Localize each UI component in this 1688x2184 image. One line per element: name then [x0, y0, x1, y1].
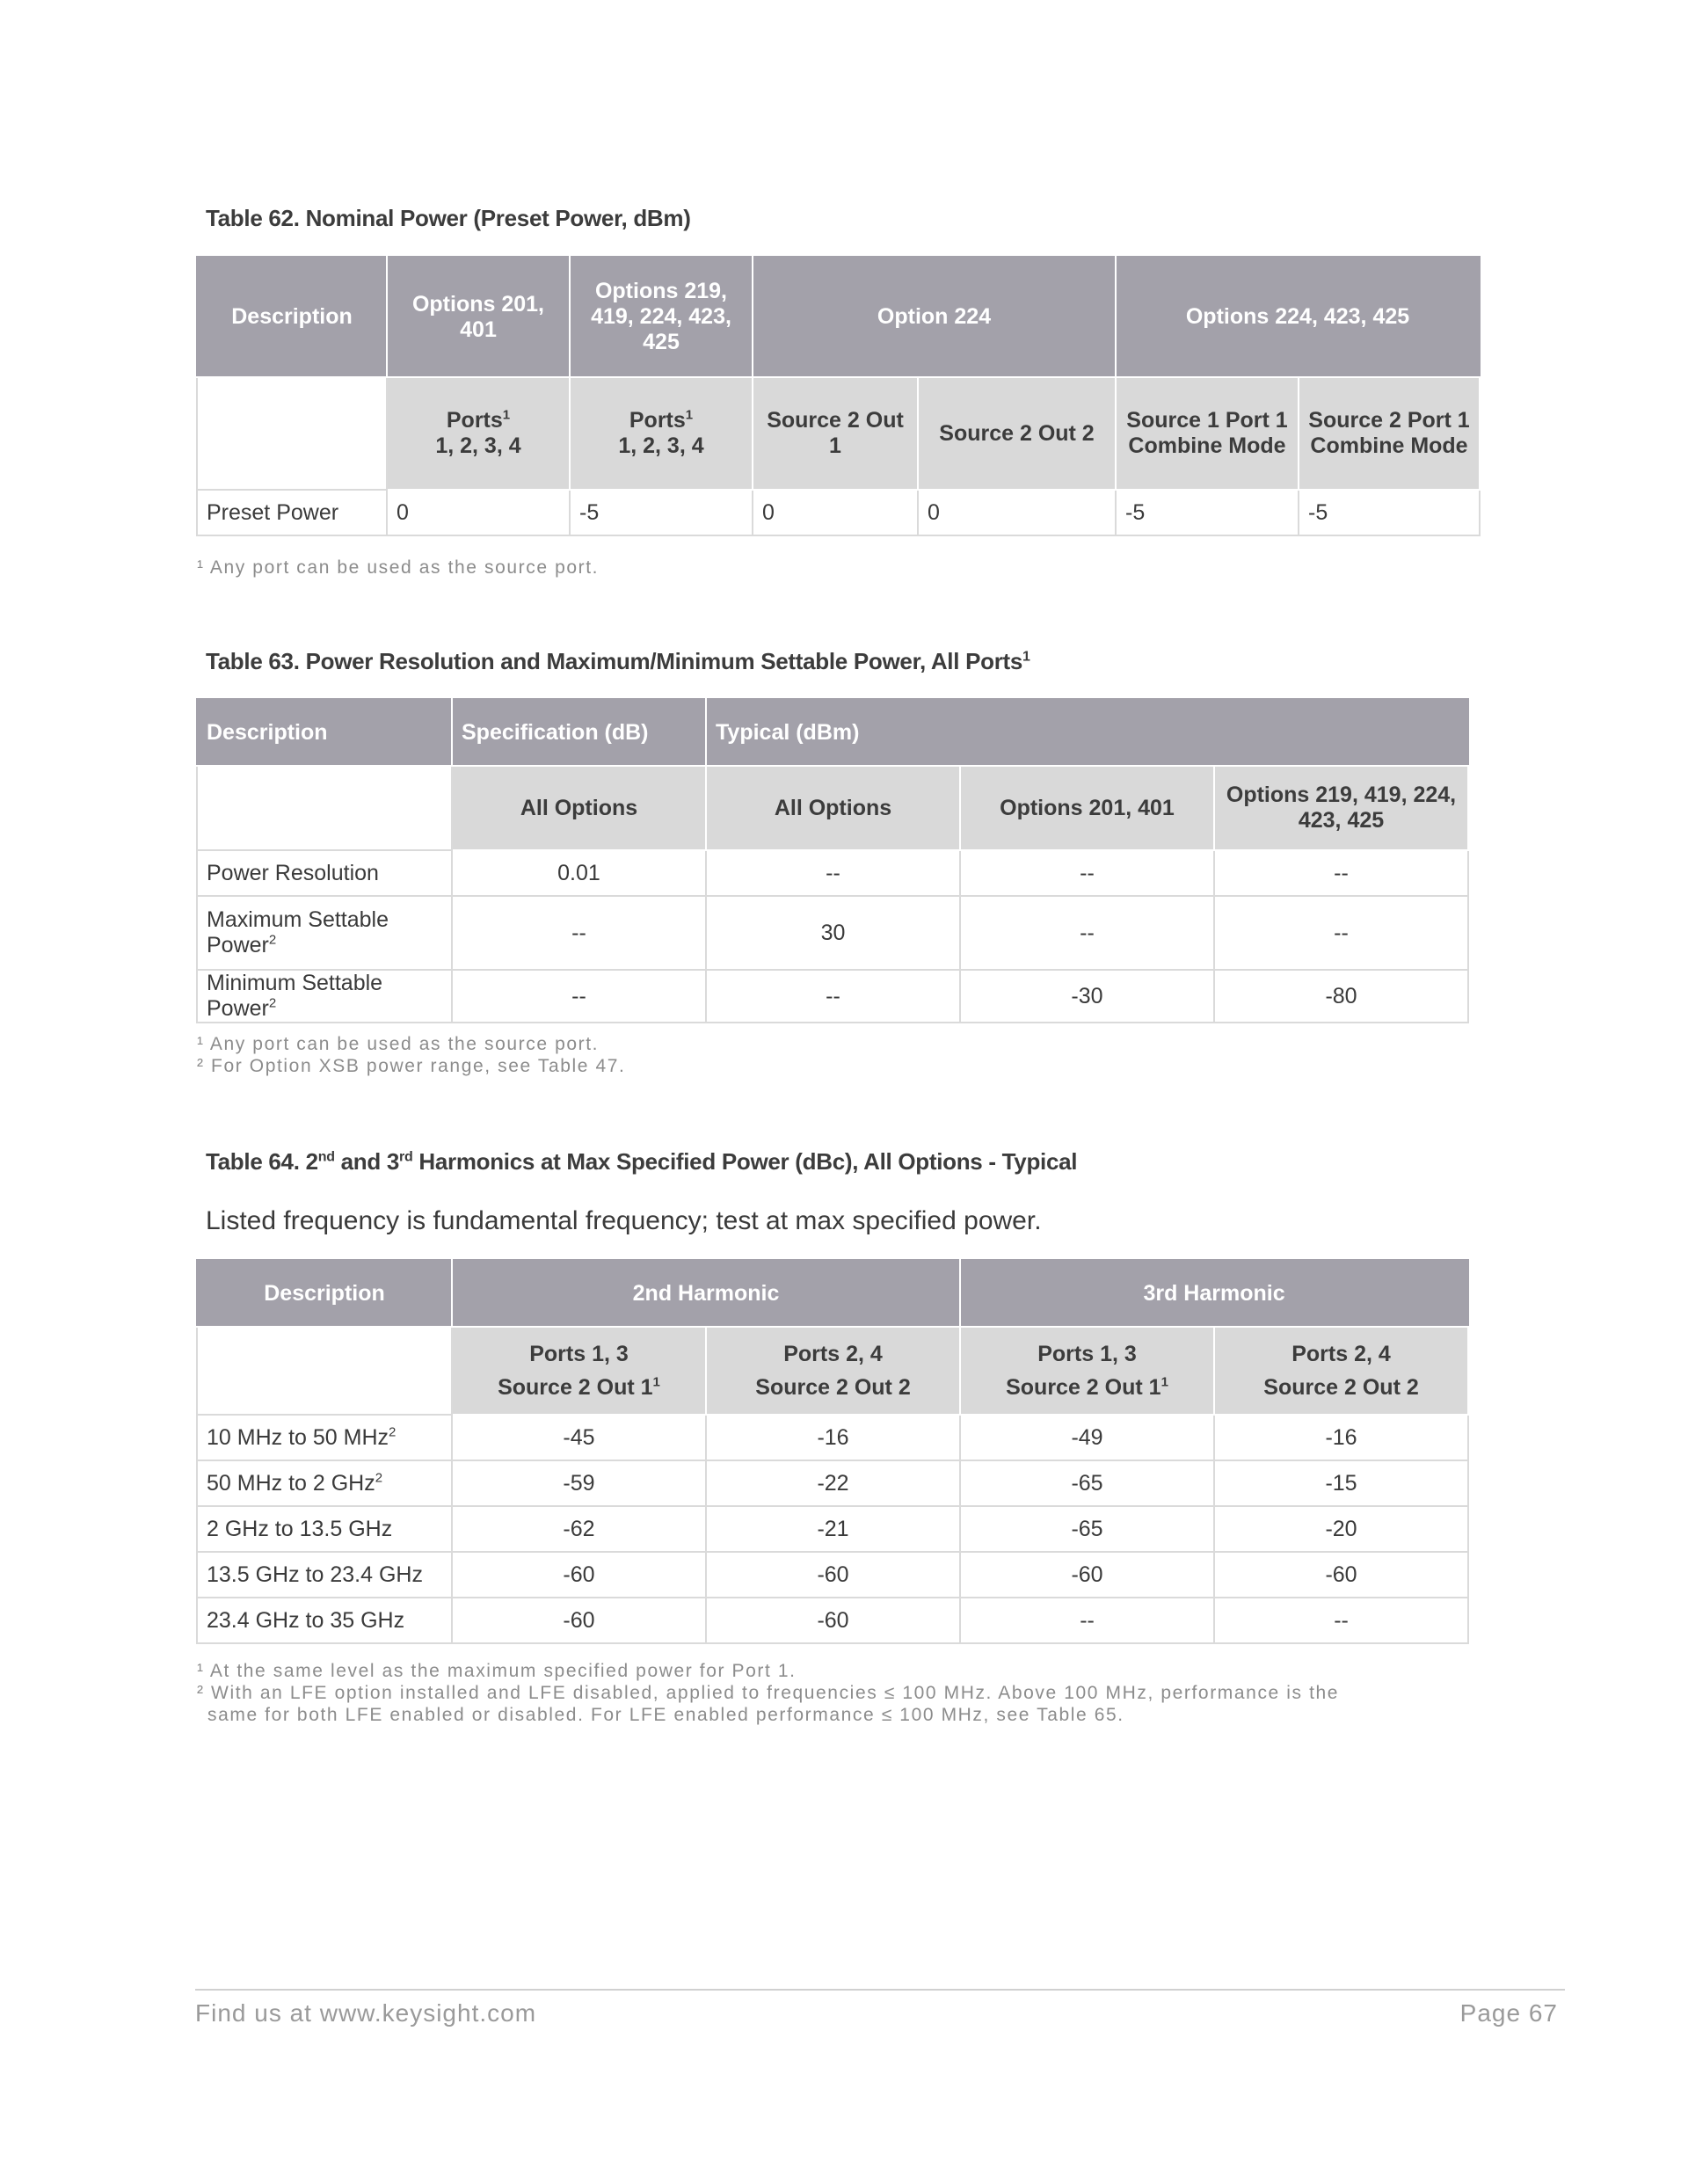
table-cell: --	[706, 850, 960, 896]
table-cell: -20	[1214, 1506, 1468, 1552]
table-cell: -45	[452, 1415, 706, 1460]
t64-subheader-col2	[706, 1327, 960, 1415]
t62-subheader-ports-b	[570, 377, 753, 490]
footnote: ² For Option XSB power range, see Table 47.	[197, 1056, 626, 1076]
t62-ports-b-list: 1, 2, 3, 4	[618, 433, 704, 458]
t64-row-label	[197, 1460, 452, 1506]
footnote: ¹ Any port can be used as the source port.	[197, 557, 600, 578]
table-63	[196, 698, 1469, 1023]
t64-caption-sup-rd: rd	[399, 1149, 413, 1165]
table-cell: -16	[706, 1415, 960, 1460]
footnote: ² With an LFE option installed and LFE disabled, applied to frequencies ≤ 100 MHz. Above 100 MHz, performance is the	[197, 1683, 1340, 1703]
table-cell: -60	[706, 1552, 960, 1598]
t64-sub-line2: Source 2 Out 1	[498, 1375, 653, 1400]
t63-row-label: Power Resolution	[197, 850, 452, 896]
t64-subheader-col4	[1214, 1327, 1468, 1415]
table-cell: -5	[570, 490, 753, 535]
t62-ports-a-sup: 1	[502, 407, 511, 423]
t62-row-label: Preset Power	[197, 490, 387, 535]
t62-subheader-ports-a	[387, 377, 570, 490]
table-cell: -16	[1214, 1415, 1468, 1460]
t62-subheader-blank	[197, 377, 387, 490]
t63-subheader-blank	[197, 766, 452, 850]
table-cell: --	[452, 896, 706, 970]
t64-caption-part-b: and 3	[334, 1148, 400, 1175]
table-row	[197, 850, 1468, 896]
footnote: ¹ Any port can be used as the source port.	[197, 1034, 600, 1054]
table-cell: --	[960, 896, 1214, 970]
table-63-caption-sup: 1	[1022, 649, 1030, 665]
t62-ports-b-sup: 1	[685, 407, 694, 423]
table-row	[197, 970, 1468, 1023]
footer-divider	[195, 1989, 1565, 1991]
t63-header-specification: Specification (dB)	[452, 699, 706, 766]
t62-subheader-source2-out2: Source 2 Out 2	[918, 377, 1116, 490]
t64-row-label-text: 50 MHz to 2 GHz	[207, 1470, 375, 1496]
table-row	[197, 1552, 1468, 1598]
t62-ports-a-list: 1, 2, 3, 4	[435, 433, 521, 458]
t64-row-label-sup: 2	[389, 1424, 397, 1440]
t63-subheader-options-201-401: Options 201, 401	[960, 766, 1214, 850]
t64-row-label-text: 10 MHz to 50 MHz	[207, 1424, 389, 1450]
table-63-caption-text: Table 63. Power Resolution and Maximum/Minimum Settable Power, All Ports	[206, 648, 1023, 674]
t64-subheader-blank	[197, 1327, 452, 1415]
table-row	[197, 1506, 1468, 1552]
t63-subheader-all-options-spec: All Options	[452, 766, 706, 850]
t64-sub-line1: Ports 2, 4	[783, 1342, 883, 1366]
footer-website: Find us at www.keysight.com	[195, 1999, 537, 2027]
t63-row-label-text: Minimum Settable Power	[207, 971, 383, 1021]
table-cell: -60	[452, 1552, 706, 1598]
t62-subheader-source2-combine: Source 2 Port 1 Combine Mode	[1299, 377, 1480, 490]
t64-sub-line2: Source 2 Out 2	[1263, 1375, 1419, 1400]
table-row	[197, 1460, 1468, 1506]
t64-row-label-sup: 2	[375, 1470, 383, 1486]
table-cell: -65	[960, 1460, 1214, 1506]
table-cell: -60	[960, 1552, 1214, 1598]
table-row	[197, 896, 1468, 970]
table-cell: -60	[452, 1598, 706, 1643]
table-cell: 0.01	[452, 850, 706, 896]
t64-row-label: 2 GHz to 13.5 GHz	[197, 1506, 452, 1552]
t64-header-description: Description	[197, 1260, 452, 1327]
table-cell: -30	[960, 970, 1214, 1023]
t64-caption-sup-nd: nd	[317, 1149, 335, 1165]
t63-header-description: Description	[197, 699, 452, 766]
t64-caption-part-c: Harmonics at Max Specified Power (dBc), All Options - Typical	[412, 1148, 1078, 1175]
t64-row-label	[197, 1415, 452, 1460]
t63-subheader-all-options-typ: All Options	[706, 766, 960, 850]
t62-header-options-201-401: Options 201, 401	[387, 257, 570, 377]
t62-subheader-source2-out1: Source 2 Out 1	[753, 377, 918, 490]
table-64-intro: Listed frequency is fundamental frequency; test at max specified power.	[206, 1206, 1042, 1235]
t64-sub-line2: Source 2 Out 2	[755, 1375, 911, 1400]
t62-ports-a-label: Ports	[446, 408, 503, 433]
table-row	[197, 1415, 1468, 1460]
table-cell: -59	[452, 1460, 706, 1506]
table-cell: --	[452, 970, 706, 1023]
t62-header-option-224: Option 224	[753, 257, 1116, 377]
t64-header-2nd-harmonic: 2nd Harmonic	[452, 1260, 960, 1327]
t64-row-label: 13.5 GHz to 23.4 GHz	[197, 1552, 452, 1598]
table-cell: --	[960, 850, 1214, 896]
table-62	[196, 256, 1481, 536]
table-cell: --	[1214, 850, 1468, 896]
footnote: ¹ At the same level as the maximum specified power for Port 1.	[197, 1661, 797, 1681]
t62-subheader-source1-combine: Source 1 Port 1 Combine Mode	[1116, 377, 1299, 490]
t63-row-label	[197, 970, 452, 1023]
table-row	[197, 490, 1480, 535]
t63-row-label-text: Maximum Settable Power	[207, 907, 389, 957]
t63-row-label-sup: 2	[268, 932, 277, 948]
t64-subheader-col3	[960, 1327, 1214, 1415]
table-cell: 30	[706, 896, 960, 970]
t64-sub-line2: Source 2 Out 1	[1006, 1375, 1161, 1400]
table-cell: -22	[706, 1460, 960, 1506]
t64-header-3rd-harmonic: 3rd Harmonic	[960, 1260, 1468, 1327]
t64-sub-sup: 1	[1160, 1374, 1168, 1390]
t64-sub-line1: Ports 1, 3	[1037, 1342, 1137, 1366]
t63-row-label-sup: 2	[268, 995, 277, 1011]
t64-subheader-col1	[452, 1327, 706, 1415]
t64-sub-sup: 1	[652, 1374, 660, 1390]
table-cell: -60	[1214, 1552, 1468, 1598]
table-63-footnotes	[197, 1033, 625, 1077]
table-cell: 0	[918, 490, 1116, 535]
table-cell: -15	[1214, 1460, 1468, 1506]
t63-subheader-options-219: Options 219, 419, 224, 423, 425	[1214, 766, 1468, 850]
t64-caption-part-a: Table 64. 2	[206, 1148, 318, 1175]
table-cell: -21	[706, 1506, 960, 1552]
table-64-footnotes	[197, 1660, 1339, 1726]
table-cell: 0	[753, 490, 918, 535]
t62-ports-b-label: Ports	[629, 408, 686, 433]
t62-header-options-224-423-425: Options 224, 423, 425	[1116, 257, 1480, 377]
t64-sub-line1: Ports 1, 3	[529, 1342, 629, 1366]
footnote-continued: same for both LFE enabled or disabled. For LFE enabled performance ≤ 100 MHz, see Table 65.	[207, 1705, 1124, 1725]
table-cell: -60	[706, 1598, 960, 1643]
table-62-footnotes	[197, 557, 599, 579]
t62-header-options-219: Options 219, 419, 224, 423, 425	[570, 257, 753, 377]
table-cell: -62	[452, 1506, 706, 1552]
table-63-caption	[206, 648, 1030, 675]
table-cell: -5	[1116, 490, 1299, 535]
table-cell: 0	[387, 490, 570, 535]
table-cell: -65	[960, 1506, 1214, 1552]
table-cell: -80	[1214, 970, 1468, 1023]
footer-page-number: Page 67	[1459, 1999, 1558, 2027]
t62-header-description: Description	[197, 257, 387, 377]
table-64	[196, 1259, 1469, 1644]
t64-sub-line1: Ports 2, 4	[1291, 1342, 1391, 1366]
table-cell: -5	[1299, 490, 1480, 535]
table-cell: -49	[960, 1415, 1214, 1460]
table-cell: --	[1214, 896, 1468, 970]
t64-row-label: 23.4 GHz to 35 GHz	[197, 1598, 452, 1643]
table-row	[197, 1598, 1468, 1643]
table-62-caption: Table 62. Nominal Power (Preset Power, dBm)	[206, 205, 691, 231]
table-64-caption	[206, 1148, 1077, 1176]
t63-header-typical: Typical (dBm)	[706, 699, 1468, 766]
table-cell: --	[960, 1598, 1214, 1643]
table-cell: --	[1214, 1598, 1468, 1643]
table-cell: --	[706, 970, 960, 1023]
t63-row-label	[197, 896, 452, 970]
